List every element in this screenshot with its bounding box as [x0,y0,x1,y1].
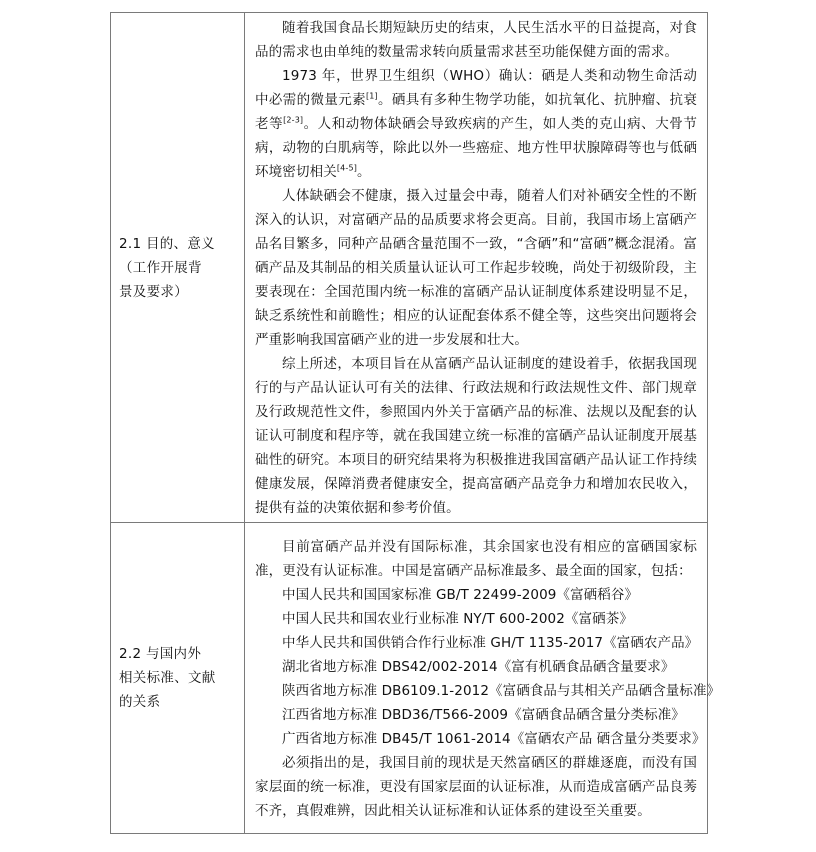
paragraph-text: 人体缺硒会不健康，摄入过量会中毒，随着人们对补硒安全性的不断深入的认识，对富硒产品的品质要求将会更高。目前，我国市场上富硒产品名目繁多，同种产品硒含量范围不一致，“含硒”和“富硒”概念混淆。富硒产品及其制品的相关质量认证认可工作起步较晚，尚处于初级阶段，主要表现在：全国范围内统一标准的富硒产品认证制度体系建设明显不足，缺乏系统性和前瞻性；相应的认证配套体系不健全等，这些突出问题将会严重影响我国富硒产业的进一步发展和壮大。 [255,188,697,348]
section-label [119,642,236,714]
standard-item: 江西省地方标准 DBD36/T566-2009《富硒食品硒含量分类标准》 [282,706,685,723]
standard-item: 中国人民共和国农业行业标准 NY/T 600-2002《富硒茶》 [282,610,633,627]
standard-item: 中华人民共和国供销合作行业标准 GH/T 1135-2017《富硒农产品》 [282,634,699,651]
standard-item: 广西省地方标准 DB45/T 1061-2014《富硒农产品 硒含量分类要求》 [282,730,706,747]
paragraph-text: 1973 年，世界卫生组织（WHO）确认：硒是人类和动物生命活动中必需的微量元素 [255,68,697,108]
section-row-standards [111,523,708,834]
paragraph: 必须指出的是，我国目前的现状是天然富硒区的群雄逐鹿，而没有国家层面的统一标准，更没有国家层面的认证标准，从而造成富硒产品良莠不齐，真假难辨，因此相关认证标准和认证体系的建设至关重要。 [255,754,697,819]
section-label-cell [111,13,245,523]
section-content-cell [245,523,721,834]
paragraph-text: 。 [356,164,371,180]
standards-list [255,583,721,751]
section-label [119,232,236,304]
citation-ref: [4-5] [336,163,357,173]
paragraph [255,184,697,352]
section-label-line: 的关系 [119,694,161,710]
paragraph: 目前富硒产品并没有国际标准，其余国家也没有相应的富硒国家标准，更没有认证标准。中国是富硒产品标准最多、最全面的国家，包括： [255,538,697,579]
paragraph-text: 随着我国食品长期短缺历史的结束，人民生活水平的日益提高，对食品的需求也由单纯的数量需求转向质量需求甚至功能保健方面的需求。 [255,20,697,60]
paragraph [255,16,697,64]
section-row-purpose [111,13,708,523]
standard-item: 陕西省地方标准 DB6109.1-2012《富硒食品与其相关产品硒含量标准》 [282,682,721,699]
document-table [110,12,721,834]
section-label-line: （工作开展背 [119,259,202,276]
paragraph-text: 。人和动物体缺硒会导致疾病的产生，如人类的克山病、大骨节病，动物的白肌病等，除此以外一些癌症、地方性甲状腺障碍等也与低硒环境密切相关 [255,116,697,180]
paragraph-text: 综上所述，本项目旨在从富硒产品认证制度的建设着手，依据我国现行的与产品认证认可有关的法律、行政法规和行政法规性文件、部门规章及行政规范性文件，参照国内外关于富硒产品的标准、法规以及配套的认证认可制度和程序等，就在我国建立统一标准的富硒产品认证制度开展基础性的研究。本项目的研究结果将为积极推进我国富硒产品认证工作持续健康发展，保障消费者健康安全，提高富硒产品竞争力和增加农民收入，提供有益的决策依据和参考价值。 [255,356,697,516]
paragraph [255,352,697,520]
standard-item: 湖北省地方标准 DBS42/002-2014《富有机硒食品硒含量要求》 [282,658,675,675]
section-label-line: 2.1 目的、意义 [119,235,215,252]
citation-ref: [1] [366,91,378,101]
section-label-line: 2.2 与国内外 [119,646,202,662]
section-content-cell [245,13,708,523]
section-label-cell [111,523,245,834]
section-label-line: 景及要求） [119,283,188,300]
paragraph-text: 。硒具有多种生物学功能，如抗氧化、抗肿瘤、抗衰老等 [255,92,698,132]
citation-ref: [2-3] [283,115,304,125]
paragraph [255,64,697,184]
standard-item: 中国人民共和国国家标准 GB/T 22499-2009《富硒稻谷》 [282,586,639,603]
section-label-line: 相关标准、文献 [119,670,216,686]
